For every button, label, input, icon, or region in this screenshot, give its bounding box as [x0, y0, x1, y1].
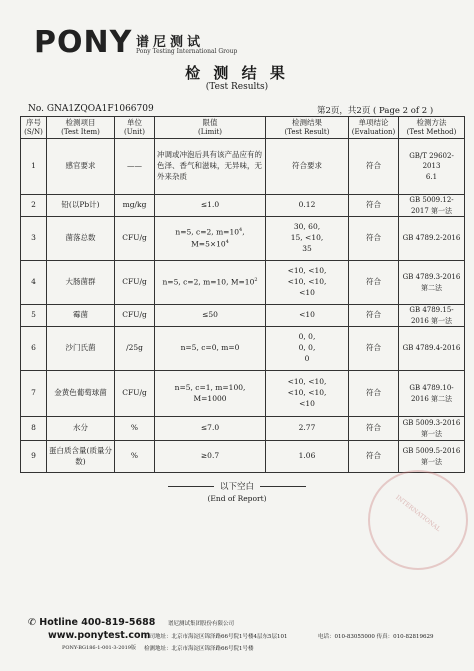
cell-evaluation: 符合: [349, 417, 399, 441]
cell-item: 金黄色葡萄球菌: [47, 371, 115, 417]
cell-item: 感官要求: [47, 139, 115, 195]
cell-item: 水分: [47, 417, 115, 441]
end-text-en: (End of Report): [207, 494, 267, 503]
header-test-item: 检测项目 (Test Item): [47, 117, 115, 139]
header-sn: 序号 (S/N): [21, 117, 47, 139]
cell-evaluation: 符合: [349, 371, 399, 417]
cell-sn: 2: [21, 195, 47, 217]
cell-method: GB 4789.3-2016 第二法: [399, 261, 465, 305]
cell-limit: 冲调或冲泡后具有该产品应有的色泽、香气和滋味，无异味，无外来杂质: [155, 139, 266, 195]
cell-result: 0, 0, 0, 0, 0: [266, 327, 349, 371]
cell-method: GB 4789.15-2016 第一法: [399, 305, 465, 327]
table-row: [21, 371, 465, 417]
cell-limit: ≤1.0: [155, 195, 266, 217]
cell-unit: %: [115, 441, 155, 473]
page-indicator-cn: 第2页，共2页: [317, 106, 371, 116]
cell-unit: mg/kg: [115, 195, 155, 217]
company-seal: [368, 470, 468, 570]
cell-method: GB 5009.3-2016 第一法: [399, 417, 465, 441]
cell-method: GB 4789.10-2016 第二法: [399, 371, 465, 417]
table-row: [21, 441, 465, 473]
contact-info: 电话：010-83055000 传真：010-82819629: [318, 634, 434, 640]
cell-result: 0.12: [266, 195, 349, 217]
cell-unit: CFU/g: [115, 261, 155, 305]
cell-unit: CFU/g: [115, 371, 155, 417]
cell-result: 2.77: [266, 417, 349, 441]
cell-sn: 9: [21, 441, 47, 473]
cell-sn: 7: [21, 371, 47, 417]
cell-evaluation: 符合: [349, 327, 399, 371]
page-indicator: [317, 104, 433, 116]
cell-limit: ≤50: [155, 305, 266, 327]
cell-unit: ——: [115, 139, 155, 195]
cell-result: 符合要求: [266, 139, 349, 195]
form-code: PONY-BG186-1-001-3-2019版: [62, 645, 136, 651]
logo-chinese-name: 谱尼测试: [136, 35, 205, 50]
page-indicator-en: ( Page 2 of 2 ): [373, 106, 434, 116]
footer: [28, 617, 468, 667]
hotline: ✆ Hotline 400-819-5688: [28, 617, 156, 628]
table-header-row: [21, 117, 465, 139]
end-rule-right: [260, 486, 306, 487]
page-title: 检 测 结 果: [185, 64, 289, 82]
cell-limit: ≥0.7: [155, 441, 266, 473]
cell-sn: 4: [21, 261, 47, 305]
table-row: [21, 139, 465, 195]
table-row: [21, 195, 465, 217]
cell-result: 1.06: [266, 441, 349, 473]
cell-item: 沙门氏菌: [47, 327, 115, 371]
table-row: [21, 305, 465, 327]
table-row: [21, 327, 465, 371]
cell-evaluation: 符合: [349, 305, 399, 327]
cell-method: GB 5009.5-2016 第一法: [399, 441, 465, 473]
page-subtitle: (Test Results): [205, 82, 269, 92]
cell-method: GB 4789.4-2016: [399, 327, 465, 371]
header-evaluation: 单项结论 (Evaluation): [349, 117, 399, 139]
testing-address: 检测地址：北京市海淀区锦泽路66号院1号楼: [144, 646, 254, 652]
table-row: [21, 261, 465, 305]
cell-item: 蛋白质含量(质量分数): [47, 441, 115, 473]
cell-limit: n=5, c=2, $m=10^4$, $M=5\times 10^4$: [155, 217, 266, 261]
cell-unit: %: [115, 417, 155, 441]
cell-item: 霉菌: [47, 305, 115, 327]
cell-sn: 6: [21, 327, 47, 371]
cell-unit: CFU/g: [115, 217, 155, 261]
results-table: [20, 116, 465, 473]
cell-method: GB 4789.2-2016: [399, 217, 465, 261]
cell-method: GB 5009.12-2017 第一法: [399, 195, 465, 217]
cell-evaluation: 符合: [349, 261, 399, 305]
table-row: [21, 217, 465, 261]
cell-result: 30, 60, 15, <10, 35: [266, 217, 349, 261]
cell-unit: /25g: [115, 327, 155, 371]
company-name: 谱尼测试集团股份有限公司: [168, 621, 235, 627]
cell-result: <10, <10, <10, <10, <10: [266, 261, 349, 305]
header-test-method: 检测方法 (Test Method): [399, 117, 465, 139]
cell-sn: 5: [21, 305, 47, 327]
cell-evaluation: 符合: [349, 441, 399, 473]
end-rule-left: [168, 486, 214, 487]
cell-item: 大肠菌群: [47, 261, 115, 305]
cell-limit: n=5, c=0, m=0: [155, 327, 266, 371]
cell-evaluation: 符合: [349, 139, 399, 195]
cell-evaluation: 符合: [349, 217, 399, 261]
cell-item: 铅(以Pb计): [47, 195, 115, 217]
header-limit: 限值 (Limit): [155, 117, 266, 139]
header-test-result: 检测结果 (Test Result): [266, 117, 349, 139]
cell-result: <10: [266, 305, 349, 327]
report-number: No. GNA1ZQOA1F1066709: [28, 104, 154, 114]
cell-sn: 8: [21, 417, 47, 441]
cell-unit: CFU/g: [115, 305, 155, 327]
cell-limit: n=5, c=1, m=100, M=1000: [155, 371, 266, 417]
cell-sn: 1: [21, 139, 47, 195]
company-address: 公司地址：北京市海淀区锦泽路66号院1号楼4层东5层101: [144, 634, 288, 640]
cell-limit: n=5, c=2, m=10, $M=10^2$: [155, 261, 266, 305]
header-unit: 单位 (Unit): [115, 117, 155, 139]
seal-text: INTERNATIONAL: [394, 493, 442, 534]
cell-result: <10, <10, <10, <10, <10: [266, 371, 349, 417]
end-text-cn: 以下空白: [219, 482, 254, 492]
cell-method: GB/T 29602-2013 6.1: [399, 139, 465, 195]
website-link[interactable]: www.ponytest.com: [48, 630, 151, 641]
cell-item: 菌落总数: [47, 217, 115, 261]
pony-logo: [34, 25, 238, 60]
logo-english-name: Pony Testing International Group: [136, 48, 238, 55]
table-row: [21, 417, 465, 441]
cell-limit: ≤7.0: [155, 417, 266, 441]
cell-evaluation: 符合: [349, 195, 399, 217]
cell-sn: 3: [21, 217, 47, 261]
logo-wordmark: PONY: [34, 25, 133, 60]
